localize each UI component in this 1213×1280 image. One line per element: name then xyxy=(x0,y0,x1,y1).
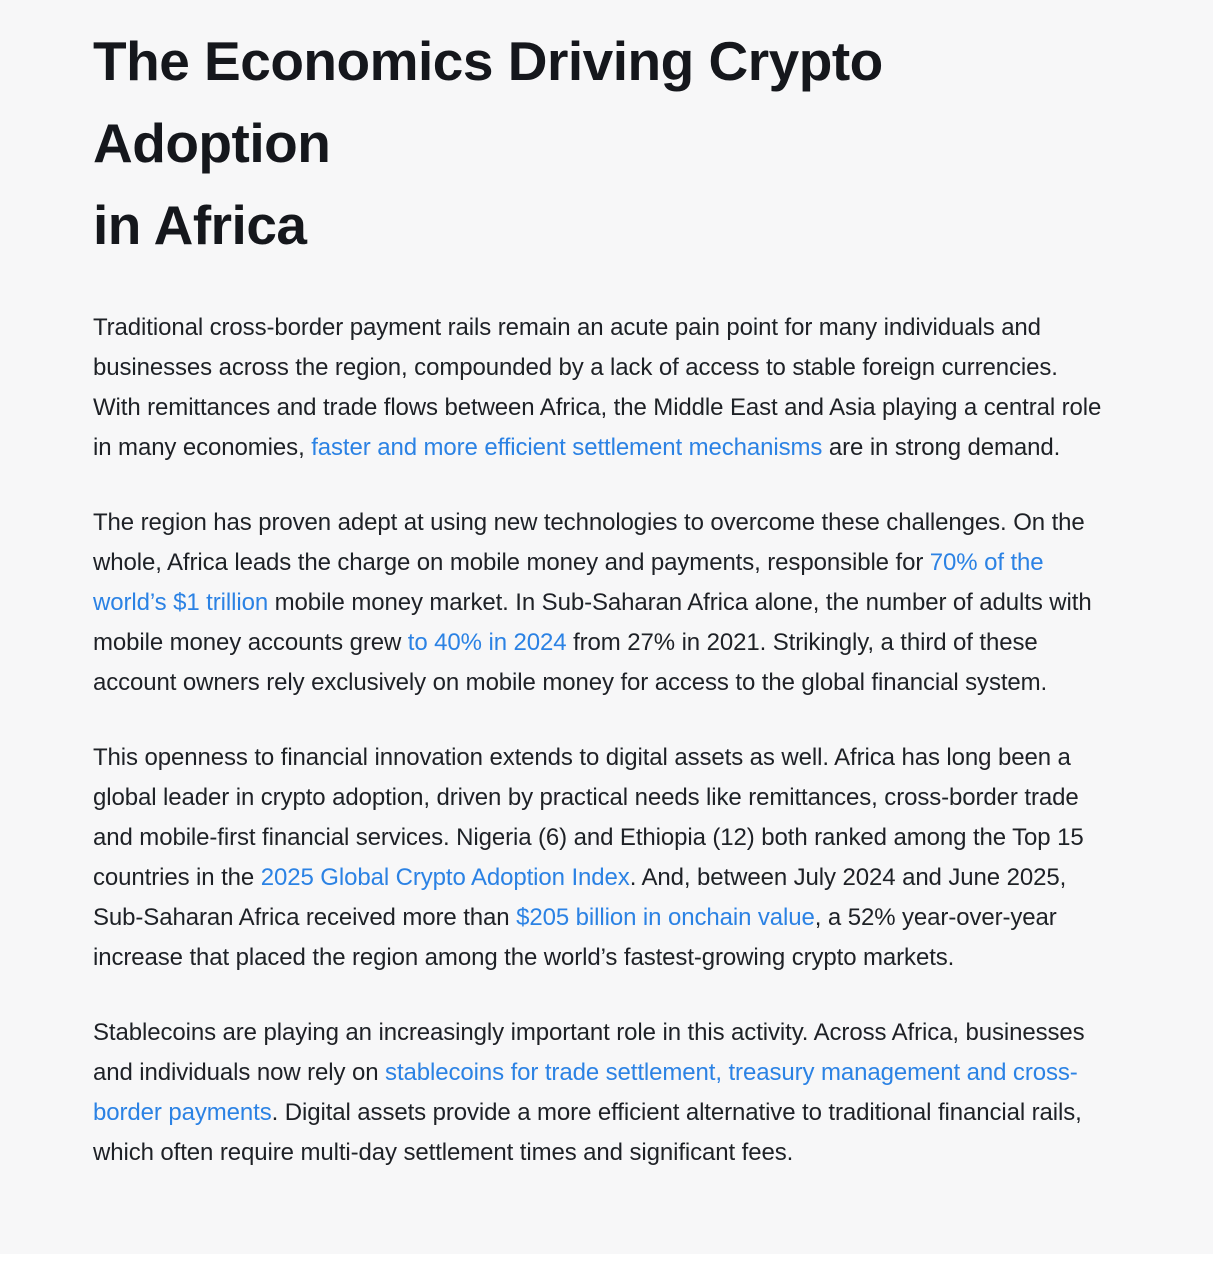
paragraph-text: The region has proven adept at using new technologies to overcome these challenges. On the whole, Africa leads the charge on mobile money and payments, responsible for xyxy=(93,509,1085,576)
inline-link[interactable]: to 40% in 2024 xyxy=(407,629,567,656)
inline-link[interactable]: 2025 Global Crypto Adoption Index xyxy=(260,864,630,891)
paragraph-text: Traditional cross-border payment rails remain an acute pain point for many individuals and businesses across the region, compounded by a lack of access to stable foreign currencies. With remittances and trade flows between Africa, the Middle East and Asia playing a central role in many economies, xyxy=(93,314,1102,461)
inline-link[interactable]: 70% of the world’s $1 trillion xyxy=(93,549,1044,616)
page-title-line-2: in Africa xyxy=(93,194,307,256)
inline-link[interactable]: $205 billion in onchain value xyxy=(516,904,815,931)
paragraph-3 xyxy=(93,738,1105,978)
paragraph-text: mobile money market. In Sub-Saharan Africa alone, the number of adults with mobile money accounts grew xyxy=(93,589,1092,656)
inline-link[interactable]: faster and more efficient settlement mechanisms xyxy=(311,434,823,461)
paragraph-text: from 27% in 2021. Strikingly, a third of these account owners rely exclusively on mobile money for access to the global financial system. xyxy=(93,629,1048,696)
paragraph-text: are in strong demand. xyxy=(822,434,1061,461)
paragraph-text: Stablecoins are playing an increasingly important role in this activity. Across Africa, businesses and individuals now rely on xyxy=(93,1019,1085,1086)
paragraph-text: This openness to financial innovation extends to digital assets as well. Africa has long been a global leader in crypto adoption, driven by practical needs like remittances, cross-border trade and mobile-first financial services. Nigeria (6) and Ethiopia (12) both ranked among the Top 15 countries in the xyxy=(93,744,1084,891)
page-title xyxy=(93,20,1105,266)
inline-link[interactable]: stablecoins for trade settlement, treasury management and cross-border payments xyxy=(93,1059,1078,1126)
page-title-line-1: The Economics Driving Crypto Adoption xyxy=(93,30,883,174)
article-body xyxy=(93,308,1105,1173)
paragraph-4 xyxy=(93,1013,1105,1173)
paragraph-text: . And, between July 2024 and June 2025, Sub-Saharan Africa received more than xyxy=(93,864,1067,931)
paragraph-text: , a 52% year-over-year increase that placed the region among the world’s fastest-growing crypto markets. xyxy=(93,904,1057,971)
bottom-band xyxy=(0,1254,1213,1280)
paragraph-2 xyxy=(93,503,1105,703)
paragraph-1 xyxy=(93,308,1105,468)
paragraph-text: . Digital assets provide a more efficient alternative to traditional financial rails, which often require multi-day settlement times and significant fees. xyxy=(93,1099,1082,1166)
